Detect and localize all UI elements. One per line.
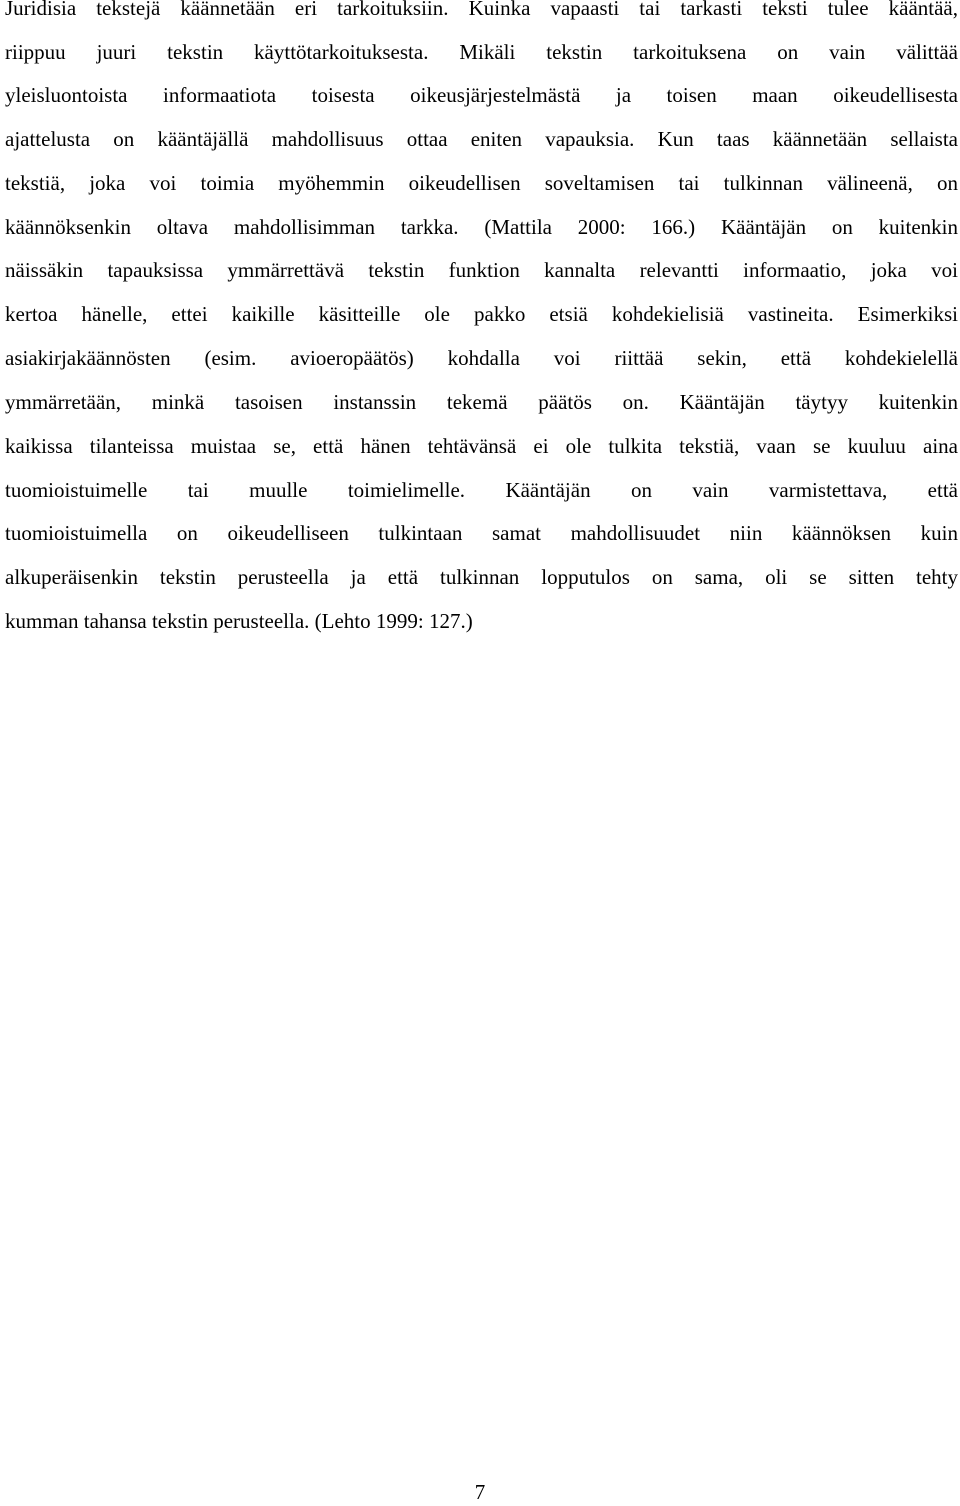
paragraph-line: tuomioistuimella on oikeudelliseen tulkintaan samat mahdollisuudet niin käännöksen kuin (5, 521, 958, 545)
paragraph-line: yleisluontoista informaatiota toisesta oikeusjärjestelmästä ja toisen maan oikeudellisesta (5, 83, 958, 107)
paragraph-line: ajattelusta on kääntäjällä mahdollisuus ottaa eniten vapauksia. Kun taas käännetään sellaista (5, 127, 958, 151)
paragraph-line: kertoa hänelle, ettei kaikille käsitteille ole pakko etsiä kohdekielisiä vastineita. Esimerkiksi (5, 302, 958, 326)
paragraph-line: tekstiä, joka voi toimia myöhemmin oikeudellisen soveltamisen tai tulkinnan välineenä, on (5, 171, 958, 195)
paragraph-line: kumman tahansa tekstin perusteella. (Lehto 1999: 127.) (5, 609, 473, 633)
paragraph-line: kaikissa tilanteissa muistaa se, että hänen tehtävänsä ei ole tulkita tekstiä, vaan se kuuluu aina (5, 434, 958, 458)
paragraph-line: riippuu juuri tekstin käyttötarkoituksesta. Mikäli tekstin tarkoituksena on vain välittää (5, 40, 958, 64)
paragraph-line: käännöksenkin oltava mahdollisimman tarkka. (Mattila 2000: 166.) Kääntäjän on kuitenkin (5, 215, 958, 239)
paragraph-line: asiakirjakäännösten (esim. avioeropäätös) kohdalla voi riittää sekin, että kohdekielellä (5, 346, 958, 370)
page-number: 7 (474, 1480, 486, 1504)
paragraph-line: Juridisia tekstejä käännetään eri tarkoituksiin. Kuinka vapaasti tai tarkasti teksti tulee kääntää, (5, 0, 958, 20)
paragraph-line: alkuperäisenkin tekstin perusteella ja että tulkinnan lopputulos on sama, oli se sitten tehty (5, 565, 958, 589)
paragraph-line: näissäkin tapauksissa ymmärrettävä tekstin funktion kannalta relevantti informaatio, joka voi (5, 258, 958, 282)
paragraph-line: ymmärretään, minkä tasoisen instanssin tekemä päätös on. Kääntäjän täytyy kuitenkin (5, 390, 958, 414)
paragraph-line: tuomioistuimelle tai muulle toimielimelle. Kääntäjän on vain varmistettava, että (5, 478, 958, 502)
